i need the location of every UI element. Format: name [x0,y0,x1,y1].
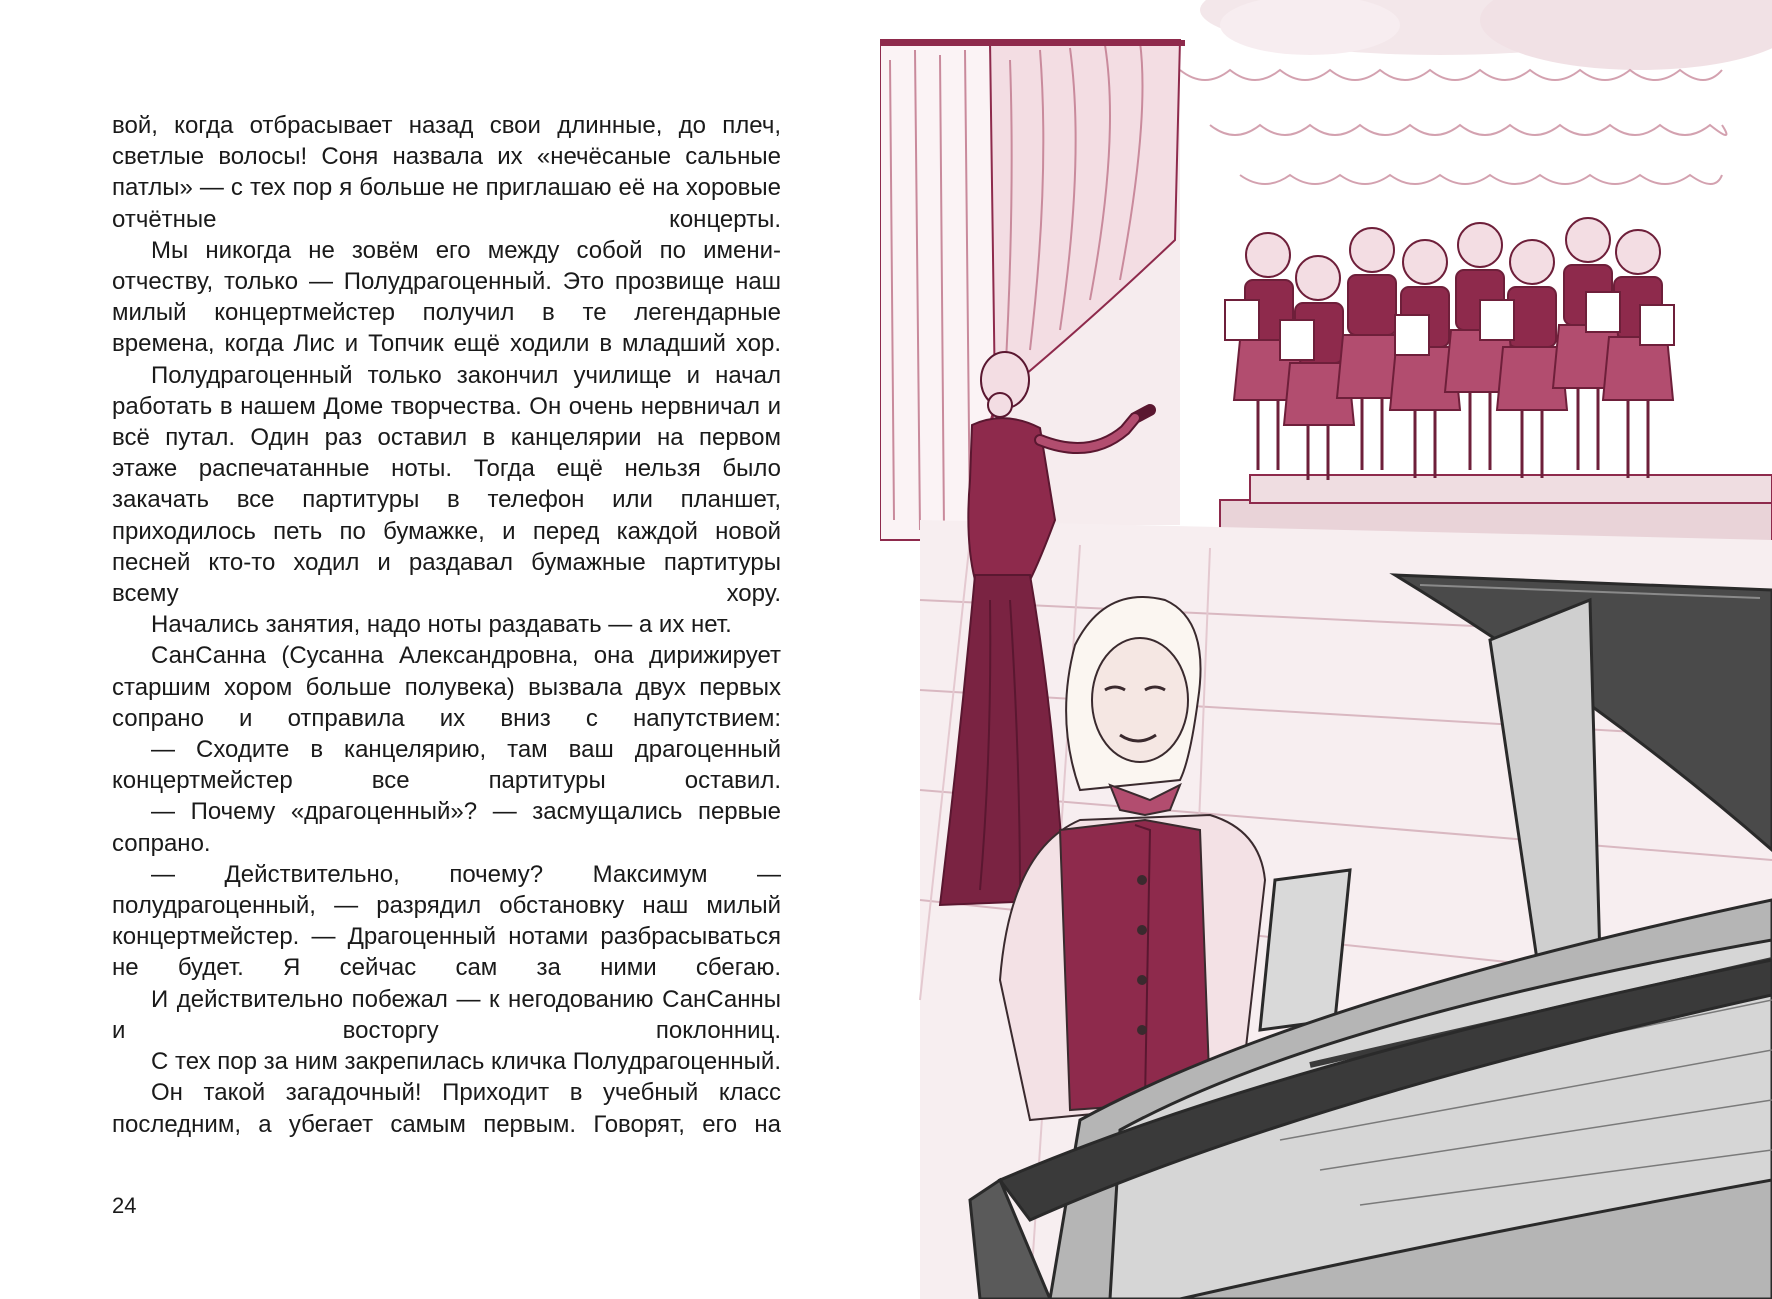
paragraph: вой, когда отбрасывает назад свои длинные, до плеч, светлые волосы! Соня назвала их «нечёсаные сальные патлы» — с тех пор я больше не приглашаю её на хоровые отчётные концерты. [112,112,781,233]
choir-group [1225,218,1674,480]
page-number: 24 [112,1193,137,1218]
paragraph: С тех пор за ним закрепилась кличка Полудрагоценный. [151,1048,781,1076]
illustration [880,0,1772,1299]
paragraph: Полудрагоценный только закончил училище и начал работать в нашем Доме творчества. Он очень нервничал и всё путал. Один раз оставил в канцелярии на первом этаже распечатанные ноты. Тогда ещё нельзя было закачать все партитуры в телефон или планшет, приходилось петь по бумажке, и перед каждой новой песней кто-то ходил и раздавал бумажные партитуры всему хору. [112,361,781,608]
text-column [112,110,781,1140]
valance [1180,70,1726,184]
paragraph: Мы никогда не зовём его между собой по имени-отчеству, только — Полудрагоценный. Это прозвище наш милый концертмейстер получил в те легендарные времена, когда Лис и Топчик ещё ходили в младший хор. [112,236,781,358]
paragraph: — Действительно, почему? Максимум — полудрагоценный, — разрядил обстановку наш милый концертмейстер. — Драгоценный нотами разбрасываться не будет. Я сейчас сам за ними сбегаю. [112,860,781,982]
stage-scene-drawing [880,0,1772,1299]
paragraph: И действительно побежал — к негодованию СанСанны и восторгу поклонниц. [112,985,781,1044]
paragraph: Он такой загадочный! Приходит в учебный класс последним, а убегает самым первым. Говорят, его на [112,1079,781,1138]
paragraph: Начались занятия, надо ноты раздавать — а их нет. [151,611,732,639]
paragraph: СанСанна (Сусанна Александровна, она дирижирует старшим хором больше полувека) вызвала двух первых сопрано и отправила их вниз с напутствием: [112,642,781,732]
ceiling-texture [1200,0,1772,70]
paragraph: — Сходите в канцелярию, там ваш драгоценный концертмейстер все партитуры оставил. [112,736,781,795]
paragraph: — Почему «драгоценный»? — засмущались первые сопрано. [112,798,781,857]
